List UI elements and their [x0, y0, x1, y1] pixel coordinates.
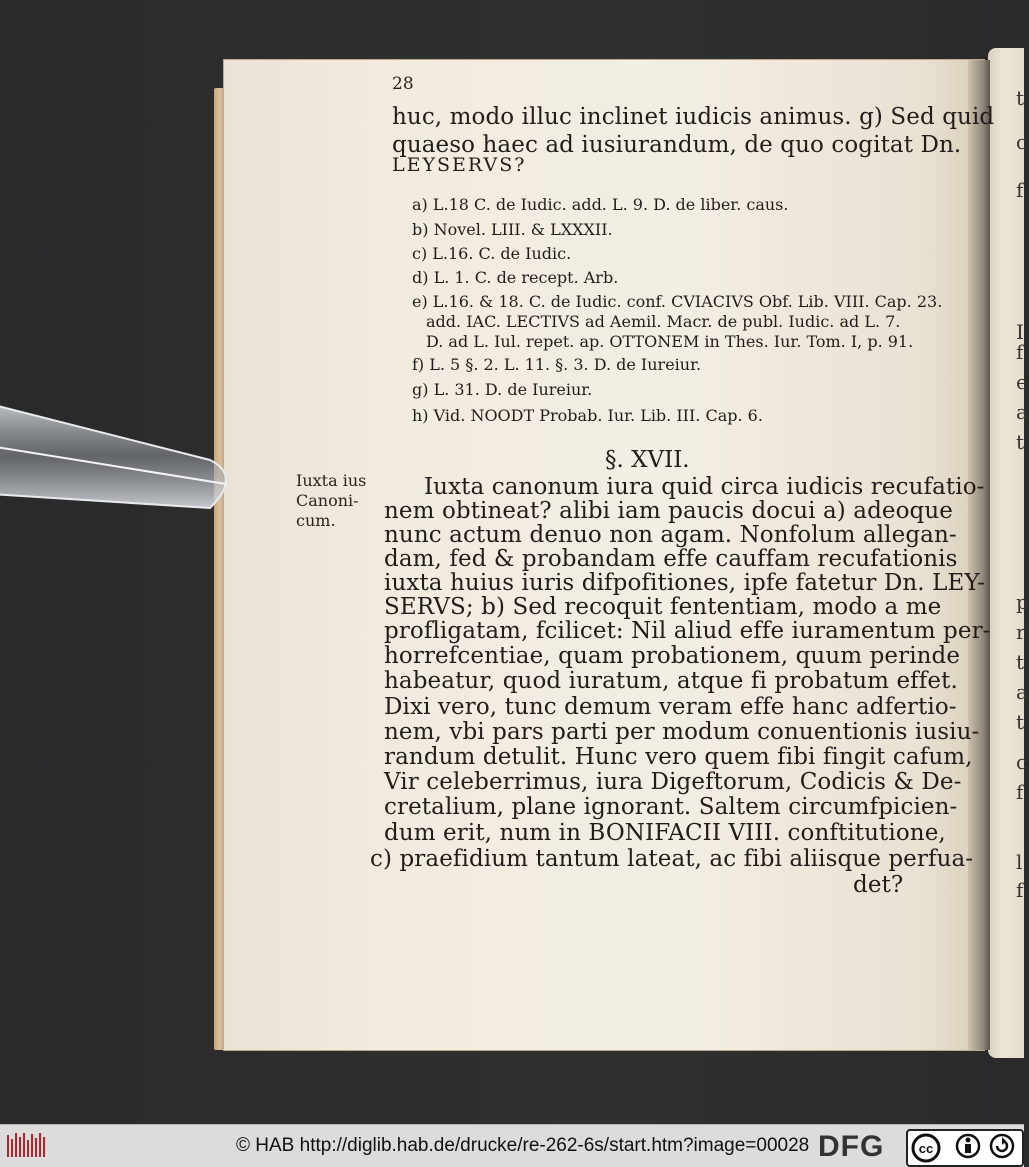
body-line: nunc actum denuo non agam. Nonfolum allegan- — [384, 522, 957, 548]
body-line: horrefcentiae, quam probationem, quum perinde — [384, 643, 961, 669]
body-line: LEYSERVS? — [392, 154, 527, 176]
margin-note-line: Iuxta ius — [296, 471, 367, 490]
body-line: profligatam, fcilicet: Nil aliud effe iuramentum per- — [384, 618, 991, 644]
footer-bar — [0, 1124, 1024, 1167]
margin-note-line: Canoni- — [296, 491, 359, 510]
footnote-e-cont: add. IAC. LECTIVS ad Aemil. Macr. de publ. Iudic. ad L. 7. — [426, 312, 901, 331]
footnote-g: g) L. 31. D. de Iureiur. — [412, 380, 593, 399]
facing-page-glyphs: t c f I f e a t p r t a t c f l f — [1016, 86, 1029, 902]
footnote-e-cont: D. ad L. Iul. repet. ap. OTTONEM in Thes. Iur. Tom. I, p. 91. — [426, 332, 914, 351]
body-line: iuxta huius iuris difpofitiones, ipfe fatetur Dn. LEY- — [384, 570, 985, 596]
footnote-a: a) L.18 C. de Iudic. add. L. 9. D. de liber. caus. — [412, 195, 789, 214]
section-heading: §. XVII. — [605, 447, 690, 473]
body-line: Dixi vero, tunc demum veram effe hanc adfertio- — [384, 694, 957, 720]
footnote-d: d) L. 1. C. de recept. Arb. — [412, 268, 619, 287]
footnote-h: h) Vid. NOODT Probab. Iur. Lib. III. Cap. 6. — [412, 406, 763, 425]
book-gutter — [968, 60, 990, 1050]
plastic-page-clip — [0, 398, 252, 510]
citation-link[interactable]: © HAB http://diglib.hab.de/drucke/re-262-6s/start.htm?image=00028 — [236, 1135, 810, 1156]
cc-icon — [913, 1135, 939, 1161]
hab-logo — [6, 1131, 46, 1161]
body-line: dam, fed & probandam effe cauffam recufationis — [384, 546, 958, 572]
body-line: c) praefidium tantum lateat, ac fibi aliisque perfua- — [370, 846, 974, 872]
dfg-logo: DFG — [818, 1130, 885, 1163]
body-line: det? — [853, 872, 904, 898]
footnote-b: b) Novel. LIII. & LXXXII. — [412, 220, 613, 239]
body-line: SERVS; b) Sed recoquit fententiam, modo a me — [384, 594, 942, 620]
footnote-e: e) L.16. & 18. C. de Iudic. conf. CVIACIVS Obf. Lib. VIII. Cap. 23. — [412, 292, 943, 311]
body-line: dum erit, num in BONIFACII VIII. conftitutione, — [384, 820, 946, 846]
body-line: Iuxta canonum iura quid circa iudicis recufatio- — [424, 474, 985, 500]
footnote-f: f) L. 5 §. 2. L. 11. §. 3. D. de Iureiur. — [412, 355, 702, 374]
body-line: cretalium, plane ignorant. Saltem circumfpicien- — [384, 794, 958, 820]
svg-text:cc: cc — [918, 1141, 934, 1156]
body-line: nem, vbi pars parti per modum conuentionis iusiu- — [384, 719, 980, 745]
page-number: 28 — [392, 74, 414, 94]
margin-note-line: cum. — [296, 511, 336, 530]
by-icon — [957, 1135, 979, 1157]
cc-license-badge[interactable] — [906, 1129, 1024, 1167]
body-line: habeatur, quod iuratum, atque fi probatum effet. — [384, 668, 958, 694]
body-line: huc, modo illuc inclinet iudicis animus. g) Sed quid — [392, 104, 995, 130]
footnote-c: c) L.16. C. de Iudic. — [412, 244, 572, 263]
body-line: Vir celeberrimus, iura Digeftorum, Codicis & De- — [384, 769, 962, 795]
sa-icon — [991, 1135, 1013, 1157]
body-line: randum detulit. Hunc vero quem fibi fingit cafum, — [384, 744, 973, 770]
body-line: nem obtineat? alibi iam paucis docui a) adeoque — [384, 498, 954, 524]
body-line: quaeso haec ad iusiurandum, de quo cogitat Dn. — [392, 132, 962, 158]
